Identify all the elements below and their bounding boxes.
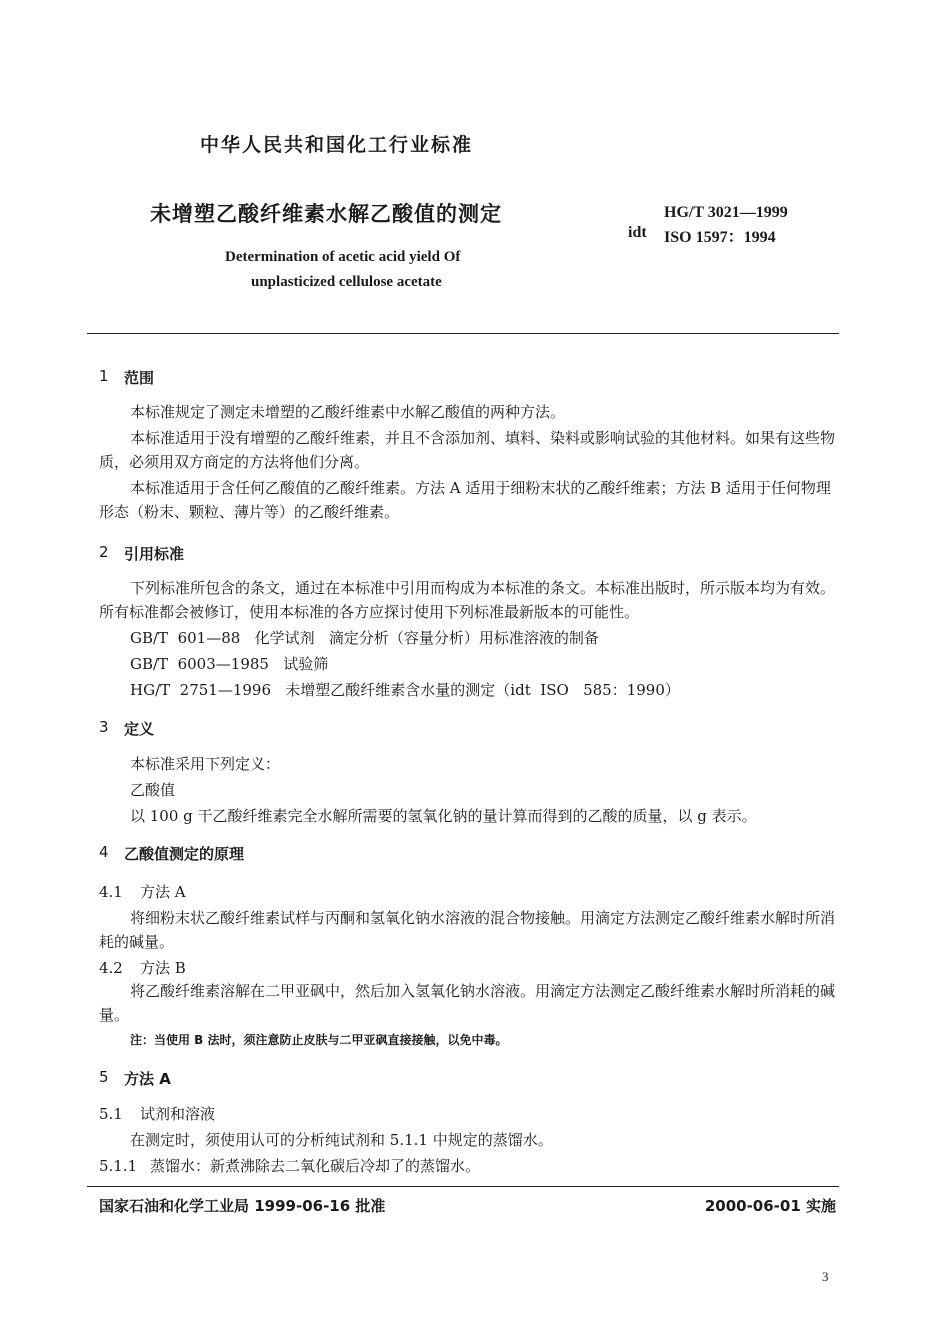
section-1-para-1: 本标准规定了测定未增塑的乙酸纤维素中水解乙酸值的两种方法。 — [130, 403, 566, 421]
subsection-4-2-title: 方法 B — [140, 959, 186, 977]
page-number: 3 — [822, 1269, 829, 1284]
standard-number: HG/T 3021—1999 — [664, 204, 788, 221]
subsection-4-1-number: 4.1 — [99, 883, 123, 901]
approval-line: 国家石油和化学工业局 1999-06-16 批准 — [99, 1197, 386, 1215]
subsection-4-1-title: 方法 A — [140, 883, 186, 901]
definition-text: 以 100 g 干乙酸纤维素完全水解所需要的氢氧化钠的量计算而得到的乙酸的质量，以 g 表示。 — [130, 807, 757, 825]
subsection-4-2-text: 将乙酸纤维素溶解在二甲亚砜中，然后加入氢氧化钠水溶液。用滴定方法测定乙酸纤维素水解时所消耗的碱量。 — [99, 982, 836, 1024]
section-3-heading: 定义 — [124, 720, 155, 738]
reference-item: GB/T 6003—1985 试验筛 — [130, 655, 329, 673]
subsection-4-2-number: 4.2 — [99, 959, 123, 977]
english-title-line1: Determination of acetic acid yield Of — [225, 249, 461, 265]
section-4-heading: 乙酸值测定的原理 — [124, 845, 245, 863]
reference-item: GB/T 601—88 化学试剂 滴定分析（容量分析）用标准溶液的制备 — [130, 629, 599, 647]
safety-note: 注：当使用 B 法时，须注意防止皮肤与二甲亚砜直接接触，以免中毒。 — [130, 1033, 508, 1047]
section-3-para-1: 本标准采用下列定义： — [130, 755, 281, 773]
section-1-para-2: 本标准适用于没有增塑的乙酸纤维素，并且不含添加剂、填料、染料或影响试验的其他材料。如果有这些物质，必须用双方商定的方法将他们分离。 — [99, 429, 836, 471]
reference-item: HG/T 2751—1996 未增塑乙酸纤维素含水量的测定（idt ISO 585：1990） — [130, 681, 680, 699]
header-divider — [87, 333, 839, 334]
english-title-line2: unplasticized cellulose acetate — [251, 274, 442, 290]
section-5-number: 5 — [99, 1068, 109, 1086]
section-2-para-1: 下列标准所包含的条文，通过在本标准中引用而构成为本标准的条文。本标准出版时，所示版本均为有效。所有标准都会被修订，使用本标准的各方应探讨使用下列标准最新版本的可能性。 — [99, 579, 836, 621]
subsection-5-1-title: 试剂和溶液 — [140, 1105, 216, 1123]
section-1-number: 1 — [99, 367, 109, 385]
idt-prefix: idt — [628, 224, 647, 241]
subsection-5-1-number: 5.1 — [99, 1105, 123, 1123]
section-1-para-3: 本标准适用于含任何乙酸值的乙酸纤维素。方法 A 适用于细粉末状的乙酸纤维素；方法 B 适用于任何物理形态（粉末、颗粒、薄片等）的乙酸纤维素。 — [99, 479, 831, 521]
effective-date: 2000-06-01 实施 — [704, 1197, 836, 1215]
subsection-5-1-1-number: 5.1.1 — [99, 1157, 138, 1175]
footer-divider — [87, 1186, 839, 1187]
definition-term: 乙酸值 — [130, 781, 176, 799]
idt-number: ISO 1597：1994 — [664, 229, 776, 246]
document-title: 未增塑乙酸纤维素水解乙酸值的测定 — [150, 202, 502, 226]
industry-standard-title: 中华人民共和国化工行业标准 — [200, 134, 474, 156]
section-2-number: 2 — [99, 543, 109, 561]
section-1-heading: 范围 — [124, 369, 155, 387]
section-5-heading: 方法 A — [124, 1070, 171, 1088]
section-3-number: 3 — [99, 718, 109, 736]
section-4-number: 4 — [99, 843, 109, 861]
subsection-4-1-text: 将细粉末状乙酸纤维素试样与丙酮和氢氧化钠水溶液的混合物接触。用滴定方法测定乙酸纤维素水解时所消耗的碱量。 — [99, 909, 836, 951]
subsection-5-1-1-text: 蒸馏水：新煮沸除去二氧化碳后冷却了的蒸馏水。 — [150, 1157, 481, 1175]
section-2-heading: 引用标准 — [124, 545, 185, 563]
subsection-5-1-text: 在测定时，须使用认可的分析纯试剂和 5.1.1 中规定的蒸馏水。 — [130, 1131, 553, 1149]
